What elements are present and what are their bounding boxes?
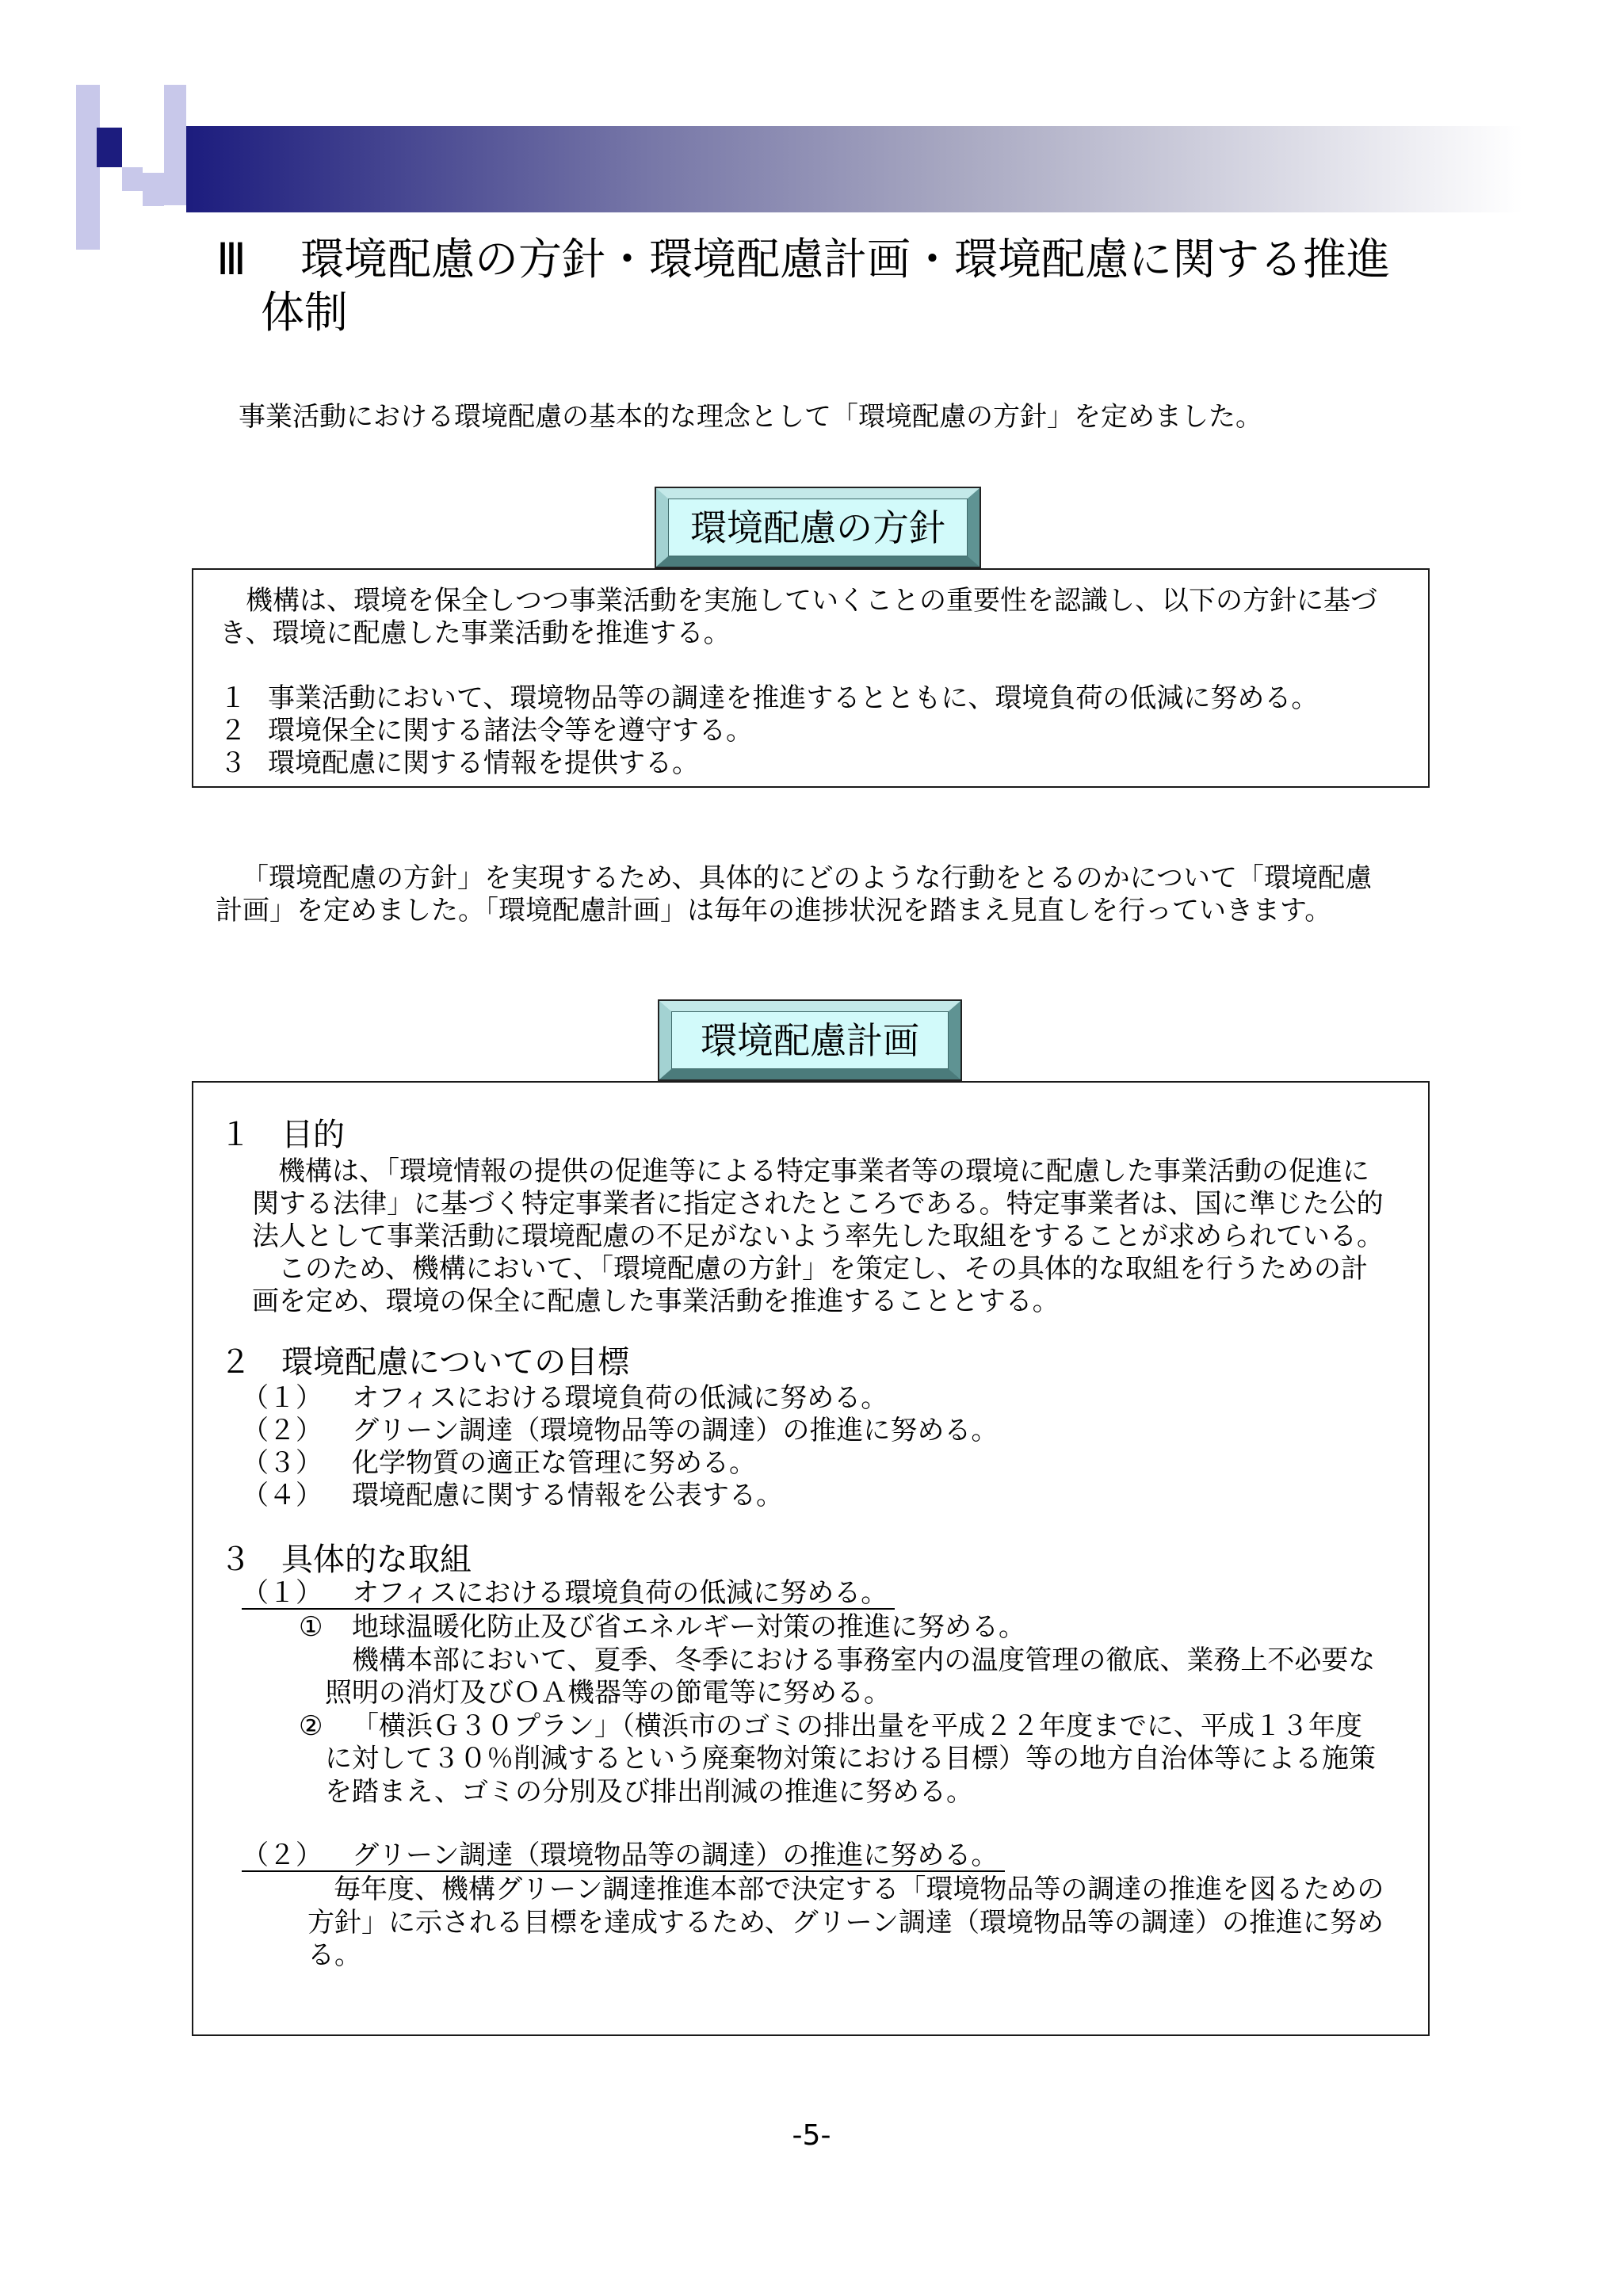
measure-line: 照明の消灯及びＯＡ機器等の節電等に努める。 (325, 1677, 891, 1709)
goals-list (242, 1382, 998, 1512)
header-decoration-square (143, 173, 164, 206)
goal-item (242, 1480, 998, 1512)
bridge-line: 計画」を定めました。「環境配慮計画」は毎年の進捗状況を踏まえ見直しを行っていきます。 (216, 895, 1332, 926)
header-decoration-square (164, 85, 186, 205)
policy-text (220, 585, 1377, 780)
policy-item-number: ３ (220, 747, 246, 779)
label-bevel-frame (659, 1001, 960, 1079)
section-number: ３ (220, 1541, 251, 1578)
policy-item-number: １ (220, 682, 246, 714)
green-line: 方針」に示される目標を達成するため、グリーン調達（環境物品等の調達）の推進に努め (307, 1906, 1384, 1939)
bridge-line: 「環境配慮の方針」を実現するため、具体的にどのような行動をとるのかについて「環境配慮 (242, 862, 1372, 894)
measure-line: を踏まえ、ゴミの分別及び排出削減の推進に努める。 (325, 1775, 974, 1808)
goal-item (242, 1447, 998, 1480)
underlined-subheading (242, 1840, 1005, 1872)
policy-item (220, 715, 1377, 747)
green-procurement-text (307, 1874, 1384, 1973)
measure-number: ② (299, 1710, 323, 1742)
section-title: 具体的な取組 (281, 1541, 472, 1578)
section-heading-actions (220, 1541, 472, 1579)
header-decoration-square (76, 85, 100, 250)
goal-number: （３） (242, 1447, 323, 1479)
section-heading-purpose (220, 1116, 345, 1154)
underlined-subheading (242, 1578, 895, 1610)
goal-number: （１） (242, 1382, 323, 1414)
chapter-numeral: Ⅲ (216, 234, 246, 285)
subheading-text: グリーン調達（環境物品等の調達）の推進に努める。 (352, 1839, 999, 1871)
section-title: 環境配慮についての目標 (281, 1344, 630, 1381)
header-gradient-bar (186, 126, 1523, 212)
measure-text: 「横浜Ｇ３０プラン」（横浜市のゴミの排出量を平成２２年度までに、平成１３年度 (352, 1710, 1362, 1742)
purpose-text (252, 1156, 1384, 1318)
subheading-number: （１） (242, 1577, 323, 1609)
goal-text: グリーン調達（環境物品等の調達）の推進に努める。 (352, 1415, 999, 1446)
subheading-number: （２） (242, 1839, 323, 1871)
policy-item-text: 環境保全に関する諸法令等を遵守する。 (268, 715, 753, 747)
label-face (671, 1011, 949, 1069)
policy-item-text: 環境配慮に関する情報を提供する。 (268, 747, 699, 779)
purpose-line: 画を定め、環境の保全に配慮した事業活動を推進することとする。 (252, 1286, 1060, 1317)
measure-item (299, 1611, 1376, 1645)
measure-line: に対して３０％削減するという廃棄物対策における目標）等の地方自治体等による施策 (325, 1743, 1376, 1775)
policy-lead-line: 機構は、環境を保全しつつ事業活動を実施していくことの重要性を認識し、以下の方針に基づ (246, 585, 1377, 617)
purpose-line: このため、機構において、「環境配慮の方針」を策定し、その具体的な取組を行うための計 (278, 1253, 1368, 1285)
bridge-paragraph (216, 862, 1372, 927)
purpose-line: 機構は、「環境情報の提供の促進等による特定事業者等の環境に配慮した事業活動の促進に (278, 1156, 1369, 1187)
green-line: 毎年度、機構グリーン調達推進本部で決定する「環境物品等の調達の推進を図るための (334, 1874, 1384, 1905)
goal-item (242, 1382, 998, 1415)
goal-text: オフィスにおける環境負荷の低減に努める。 (352, 1382, 888, 1414)
header-decoration-square (97, 128, 122, 167)
policy-item-text: 事業活動において、環境物品等の調達を推進するとともに、環境負荷の低減に努める。 (268, 682, 1319, 714)
page-number: -5- (792, 2119, 831, 2152)
goal-text: 環境配慮に関する情報を公表する。 (352, 1480, 783, 1511)
policy-label-text: 環境配慮の方針 (690, 506, 945, 549)
office-measures (299, 1611, 1376, 1809)
goal-number: （４） (242, 1480, 323, 1511)
chapter-title-line: 環境配慮の方針・環境配慮計画・環境配慮に関する推進 (300, 234, 1391, 285)
label-face (668, 499, 968, 556)
goal-item (242, 1415, 998, 1447)
chapter-title-line: 体制 (261, 287, 349, 338)
goal-text: 化学物質の適正な管理に努める。 (352, 1447, 756, 1479)
section-number: ２ (220, 1344, 251, 1381)
policy-item-number: ２ (220, 715, 246, 747)
subheading-text: オフィスにおける環境負荷の低減に努める。 (352, 1577, 888, 1609)
header-decoration-square (122, 167, 143, 191)
goal-number: （２） (242, 1415, 323, 1446)
intro-paragraph: 事業活動における環境配慮の基本的な理念として「環境配慮の方針」を定めました。 (239, 401, 1262, 433)
plan-label-box (658, 999, 962, 1081)
office-subheading (242, 1578, 895, 1610)
purpose-line: 関する法律」に基づく特定事業者に指定されたところである。特定事業者は、国に準じた公的 (252, 1188, 1384, 1220)
policy-item (220, 682, 1377, 715)
section-title: 目的 (281, 1117, 345, 1153)
policy-lead-line: き、環境に配慮した事業活動を推進する。 (220, 617, 731, 649)
section-heading-goals (220, 1343, 629, 1381)
purpose-line: 法人として事業活動に環境配慮の不足がないよう率先した取組をすることが求められている。 (252, 1221, 1384, 1252)
section-number: １ (220, 1117, 251, 1153)
label-bevel-frame (656, 488, 980, 567)
green-subheading (242, 1840, 1005, 1872)
measure-item (299, 1710, 1376, 1744)
blank-line (220, 650, 1377, 682)
measure-text: 地球温暖化防止及び省エネルギー対策の推進に努める。 (352, 1611, 1025, 1643)
policy-item (220, 747, 1377, 780)
policy-label-box (655, 487, 981, 568)
green-line: る。 (307, 1939, 361, 1971)
measure-line: 機構本部において、夏季、冬季における事務室内の温度管理の徹底、業務上不必要な (352, 1644, 1376, 1676)
plan-label-text: 環境配慮計画 (701, 1018, 919, 1062)
measure-number: ① (299, 1611, 323, 1643)
